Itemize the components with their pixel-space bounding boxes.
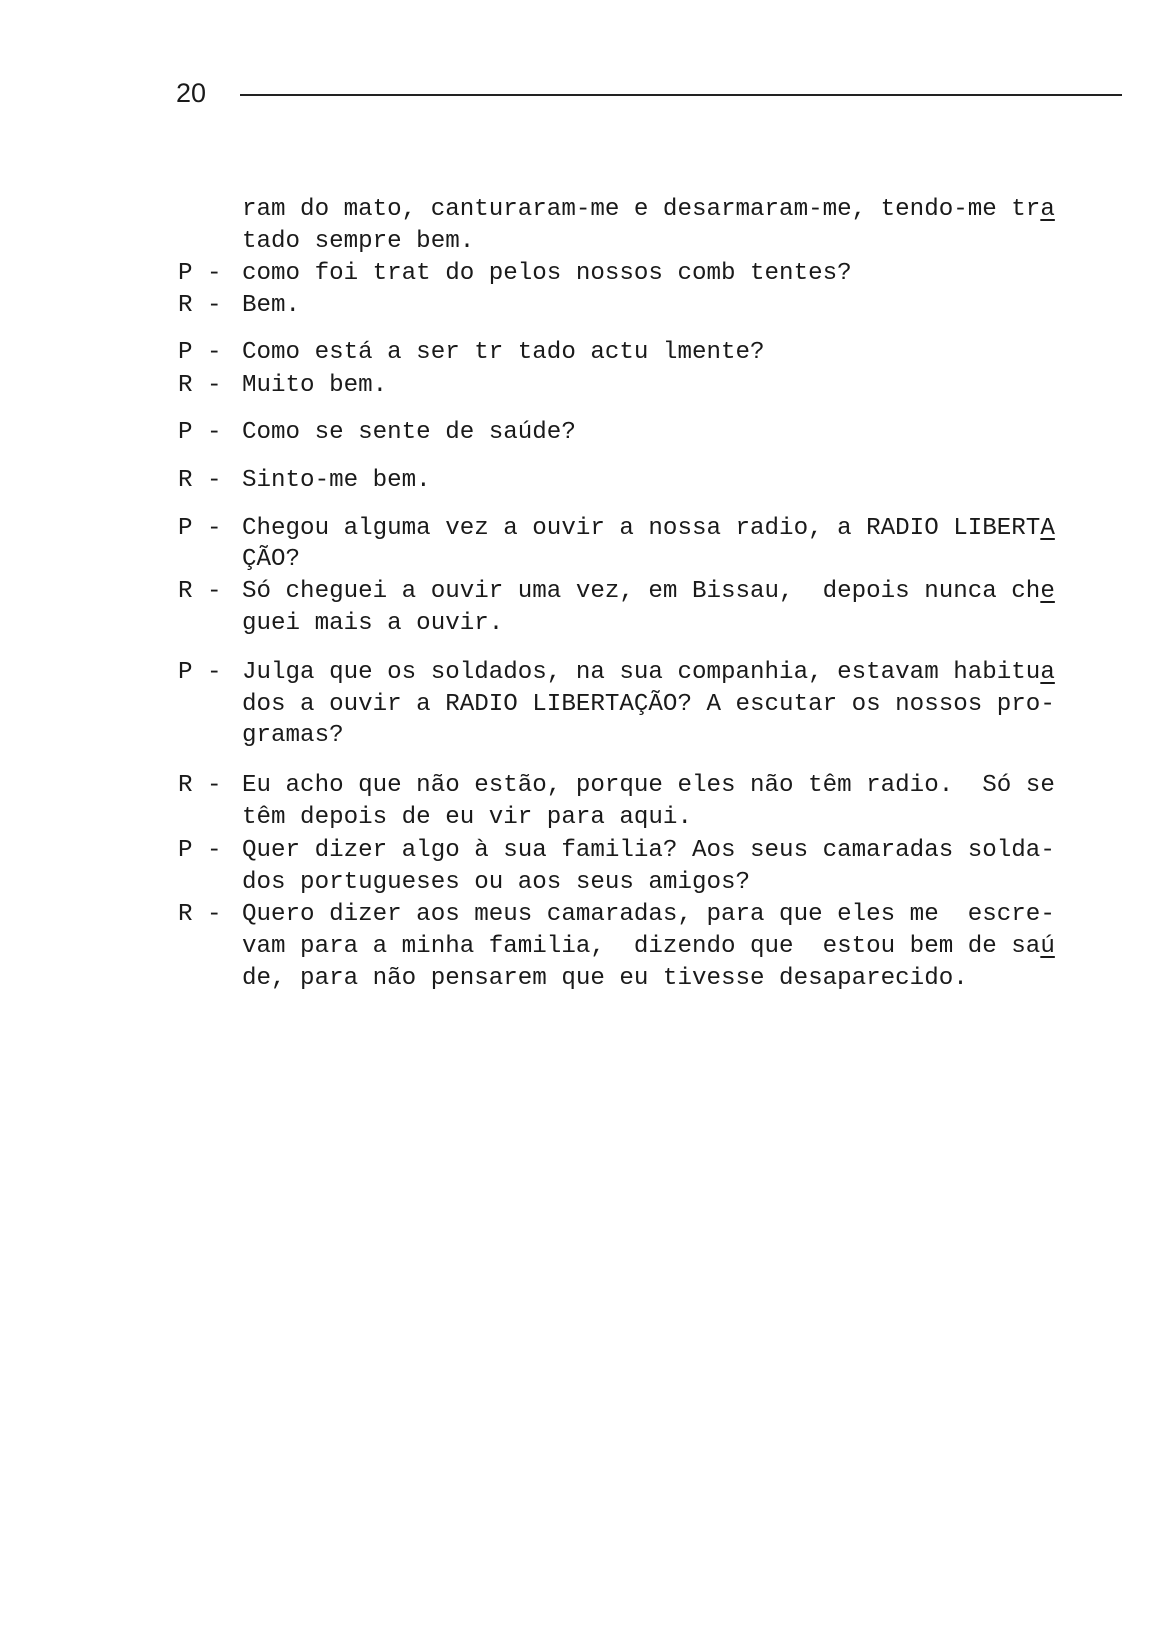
underlined-segment: A	[1040, 515, 1055, 542]
speaker-label-p: P -	[178, 260, 222, 287]
answer-continuation-line-1	[242, 196, 1055, 224]
question-line-continued: gramas?	[242, 722, 344, 749]
answer-line-continued: de, para não pensarem que eu tivesse desaparecido.	[242, 965, 968, 992]
question-line	[242, 515, 1055, 543]
underlined-segment: a	[1040, 659, 1055, 686]
answer-line-continued: têm depois de eu vir para aqui.	[242, 804, 692, 831]
speaker-label-p: P -	[178, 837, 222, 864]
speaker-label-r: R -	[178, 901, 222, 928]
speaker-label-r: R -	[178, 292, 222, 319]
answer-line: Sinto-me bem.	[242, 467, 431, 494]
speaker-label-r: R -	[178, 772, 222, 799]
question-line: Como se sente de saúde?	[242, 419, 576, 446]
question-line	[242, 659, 1055, 687]
text-segment: Chegou alguma vez a ouvir a nossa radio, a RADIO LIBERT	[242, 515, 1041, 542]
header-rule	[240, 94, 1122, 96]
text-segment: Julga que os soldados, na sua companhia, estavam habitu	[242, 659, 1041, 686]
speaker-label-r: R -	[178, 372, 222, 399]
question-line: Como está a ser tr tado actu lmente?	[242, 339, 765, 366]
question-line-continued: ÇÃO?	[242, 546, 301, 573]
answer-line: Quero dizer aos meus camaradas, para que eles me escre-	[242, 901, 1055, 928]
answer-line: Eu acho que não estão, porque eles não têm radio. Só se	[242, 772, 1055, 799]
question-line: Quer dizer algo à sua familia? Aos seus camaradas solda-	[242, 837, 1055, 864]
answer-line-continued: guei mais a ouvir.	[242, 610, 504, 637]
text-segment: Só cheguei a ouvir uma vez, em Bissau, depois nunca ch	[242, 578, 1041, 605]
page-number: 20	[176, 78, 207, 108]
underlined-segment: e	[1040, 578, 1055, 605]
text-segment: vam para a minha familia, dizendo que estou bem de sa	[242, 933, 1041, 960]
answer-line-continued	[242, 933, 1055, 961]
text-segment: ram do mato, canturaram-me e desarmaram-me, tendo-me tr	[242, 196, 1041, 223]
question-line-continued: dos portugueses ou aos seus amigos?	[242, 869, 751, 896]
speaker-label-r: R -	[178, 578, 222, 605]
speaker-label-p: P -	[178, 659, 222, 686]
speaker-label-p: P -	[178, 515, 222, 542]
question-line: como foi trat do pelos nossos comb tentes?	[242, 260, 852, 287]
speaker-label-r: R -	[178, 467, 222, 494]
speaker-label-p: P -	[178, 339, 222, 366]
speaker-label-p: P -	[178, 419, 222, 446]
answer-line: Bem.	[242, 292, 301, 319]
underlined-segment: a	[1040, 196, 1055, 223]
answer-line: Muito bem.	[242, 372, 388, 399]
underlined-segment: ú	[1040, 933, 1055, 960]
question-line-continued: dos a ouvir a RADIO LIBERTAÇÃO? A escutar os nossos pro-	[242, 691, 1055, 718]
answer-continuation-line-2: tado sempre bem.	[242, 228, 475, 255]
answer-line	[242, 578, 1055, 606]
